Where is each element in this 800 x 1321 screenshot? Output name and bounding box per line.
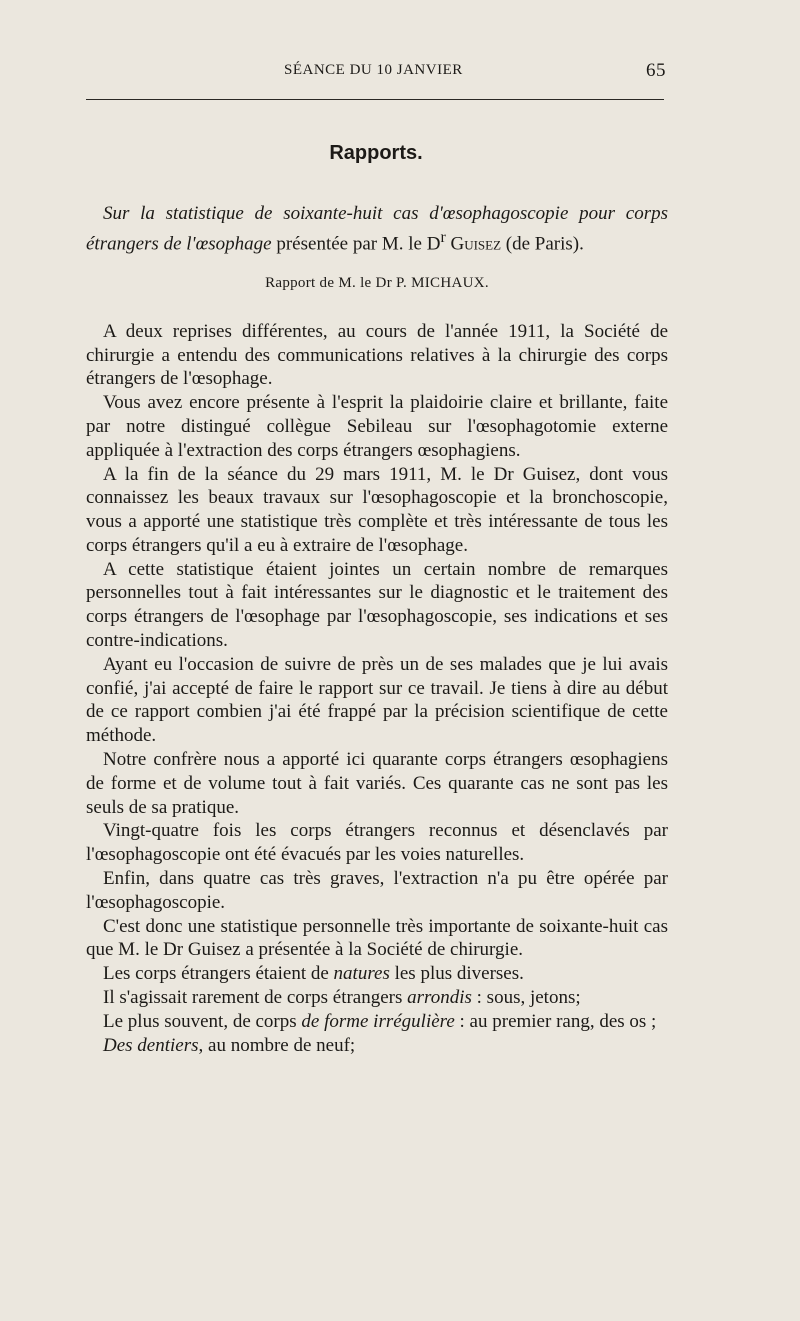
p10-text-a: Les corps étrangers étaient de	[103, 963, 334, 985]
report-subject	[86, 202, 668, 256]
subject-text-1: présentée par M. le D	[271, 233, 441, 255]
paragraph-2: Vous avez encore présente à l'esprit la plaidoirie claire et brillante, faite par notre distingué collègue Sebileau sur l'œsophagotomie externe appliquée à l'extraction des corps étrangers œsophagiens.	[86, 392, 668, 461]
p12-text-b: : au premier rang, des os ;	[454, 1010, 657, 1032]
p12-text-a: Le plus souvent, de corps	[103, 1010, 302, 1032]
paragraph-1: A deux reprises différentes, au cours de l'année 1911, la Société de chirurgie a entendu des communications relatives à la chirurgie des corps étrangers de l'œsophage.	[86, 320, 668, 390]
paragraph-10	[86, 962, 668, 986]
paragraph-4: A cette statistique étaient jointes un certain nombre de remarques personnelles tout à fait intéressantes sur le diagnostic et le traitement des corps étrangers de l'œsophage par l'œsophagoscopie, ses indications et ses contre-indications.	[86, 558, 668, 652]
paragraph-9: C'est donc une statistique personnelle très importante de soixante-huit cas que M. le Dr Guisez a présentée à la Société de chirurgie.	[86, 915, 668, 961]
p11-text-b: : sous, jetons;	[471, 987, 581, 1009]
header-rule	[86, 99, 664, 100]
p11-text-a: Il s'agissait rarement de corps étrangers	[103, 987, 408, 1009]
p10-emphasis: natures	[333, 963, 390, 985]
report-byline: Rapport de M. le Dr P. MICHAUX.	[265, 274, 489, 291]
body-text	[86, 202, 668, 1057]
running-head: SÉANCE DU 10 JANVIER	[284, 62, 463, 78]
subject-text-2: (de Paris).	[501, 233, 584, 255]
p13-text-b: , au nombre de neuf;	[198, 1034, 356, 1056]
paragraph-3: A la fin de la séance du 29 mars 1911, M. le Dr Guisez, dont vous connaissez les beaux travaux sur l'œsophagoscopie et la bronchoscopie, vous a apporté une statistique très complète et très intéressante de tous les corps étrangers qu'il a eu à extraire de l'œsophage.	[86, 463, 668, 556]
page-number: 65	[646, 60, 666, 81]
paragraph-5: Ayant eu l'occasion de suivre de près un de ses malades que je lui avais confié, j'ai accepté de faire le rapport sur ce travail. Je tiens à dire au début de ce rapport combien j'ai été frappé par la précision scientifique de cette méthode.	[86, 653, 668, 747]
paragraph-13	[86, 1034, 668, 1058]
subject-name: Guisez	[445, 233, 502, 255]
p11-emphasis: arrondis	[407, 987, 472, 1009]
paragraph-12	[86, 1010, 668, 1034]
paragraph-7: Vingt-quatre fois les corps étrangers reconnus et désenclavés par l'œsophagoscopie ont été évacués par les voies naturelles.	[86, 820, 668, 866]
section-title: Rapports.	[329, 142, 423, 164]
subject-title: Sur la statistique de soixante-huit cas d'œsophagoscopie pour corps étrangers de l'œsophage	[86, 203, 668, 255]
p12-emphasis: de forme irrégulière	[301, 1010, 455, 1032]
page-header	[86, 60, 666, 86]
paragraph-6: Notre confrère nous a apporté ici quarante corps étrangers œsophagiens de forme et de volume tout à fait variés. Ces quarante cas ne sont pas les seuls de sa pratique.	[86, 749, 668, 818]
paragraph-11	[86, 986, 668, 1010]
p13-emphasis: Des dentiers	[103, 1034, 199, 1056]
subject-sup: r	[440, 228, 446, 246]
p10-text-b: les plus diverses.	[389, 963, 524, 985]
paragraph-8: Enfin, dans quatre cas très graves, l'extraction n'a pu être opérée par l'œsophagoscopie.	[86, 868, 668, 913]
